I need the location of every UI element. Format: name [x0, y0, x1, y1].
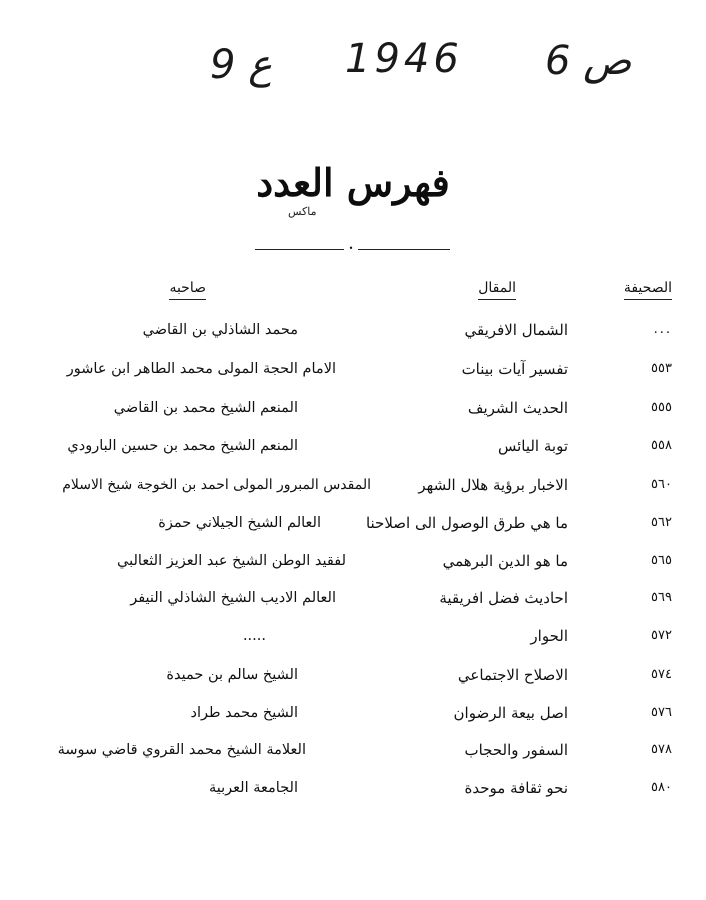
row-page-number: ... — [653, 322, 672, 337]
row-author: محمد الشاذلي بن القاضي — [142, 322, 298, 338]
handwritten-note-year: 1946 — [345, 36, 463, 82]
row-author: العالم الاديب الشيخ الشاذلي النيفر — [130, 590, 336, 606]
handwritten-note-part1: 9 ع — [210, 42, 273, 88]
row-article-title: اصل بيعة الرضوان — [453, 704, 568, 722]
table-row — [0, 513, 706, 543]
row-article-title: الحديث الشريف — [467, 399, 568, 417]
row-article-title: احاديث فضل افريقية — [439, 589, 568, 607]
row-page-number: ٥٦٢ — [651, 515, 672, 530]
table-row — [0, 665, 706, 695]
row-page-number: ٥٧٤ — [651, 667, 672, 682]
row-article-title: ما هي طرق الوصول الى اصلاحنا — [365, 514, 568, 532]
table-row — [0, 359, 706, 389]
row-author: لفقيد الوطن الشيخ عبد العزيز الثعالبي — [117, 553, 346, 569]
row-article-title: الشمال الافريقي — [464, 321, 568, 339]
table-header-row — [0, 278, 706, 308]
row-article-title: الاصلاح الاجتماعي — [457, 666, 568, 684]
row-page-number: ٥٦٥ — [651, 553, 672, 568]
table-row — [0, 703, 706, 733]
table-row — [0, 588, 706, 618]
row-author: الجامعة العربية — [209, 780, 298, 796]
row-page-number: ٥٨٠ — [651, 780, 672, 795]
row-author: الشيخ محمد طراد — [190, 705, 298, 721]
handwritten-note-part3: 6 ص — [545, 38, 632, 84]
row-page-number: ٥٦٩ — [651, 590, 672, 605]
row-article-title: نحو ثقافة موحدة — [464, 779, 568, 797]
row-page-number: ٥٧٦ — [651, 705, 672, 720]
row-author: الامام الحجة المولى محمد الطاهر ابن عاشور — [66, 361, 336, 377]
table-row — [0, 436, 706, 466]
row-author: العلامة الشيخ محمد القروي قاضي سوسة — [57, 742, 306, 758]
header-author: صاحبه — [169, 278, 206, 300]
row-page-number: ٥٧٨ — [651, 742, 672, 757]
row-author: المقدس المبرور المولى احمد بن الخوجة شيخ الاسلام — [62, 477, 371, 493]
row-article-title: ما هو الدين البرهمي — [442, 552, 568, 570]
row-article-title: توبة اليائس — [497, 437, 568, 455]
table-row — [0, 626, 706, 656]
header-page: الصحيفة — [624, 278, 672, 300]
row-page-number: ٥٥٣ — [651, 361, 672, 376]
row-author: العالم الشيخ الجيلاني حمزة — [158, 515, 321, 531]
row-page-number: ٥٧٢ — [651, 628, 672, 643]
row-article-title: الاخبار برؤية هلال الشهر — [418, 476, 568, 494]
row-page-number: ٥٦٠ — [651, 477, 672, 492]
table-row — [0, 320, 706, 350]
header-article: المقال — [478, 278, 516, 300]
row-article-title: تفسير آيات بينات — [461, 360, 568, 378]
row-page-number: ٥٥٥ — [651, 400, 672, 415]
handwritten-archive-note — [200, 36, 650, 96]
row-article-title: الحوار — [530, 627, 568, 645]
table-row — [0, 778, 706, 808]
table-row — [0, 740, 706, 770]
row-page-number: ٥٥٨ — [651, 438, 672, 453]
table-row — [0, 475, 706, 505]
divider-ornament-icon: • — [344, 244, 358, 254]
row-author: ..... — [242, 628, 266, 644]
table-row — [0, 398, 706, 428]
title-subscript: ماكس — [288, 205, 317, 218]
page-title: فهرس العدد — [256, 160, 450, 205]
row-author: المنعم الشيخ محمد بن القاضي — [113, 400, 298, 416]
table-row — [0, 551, 706, 581]
row-author: الشيخ سالم بن حميدة — [166, 667, 298, 683]
row-article-title: السفور والحجاب — [464, 741, 568, 759]
row-author: المنعم الشيخ محمد بن حسين البارودي — [67, 438, 298, 454]
